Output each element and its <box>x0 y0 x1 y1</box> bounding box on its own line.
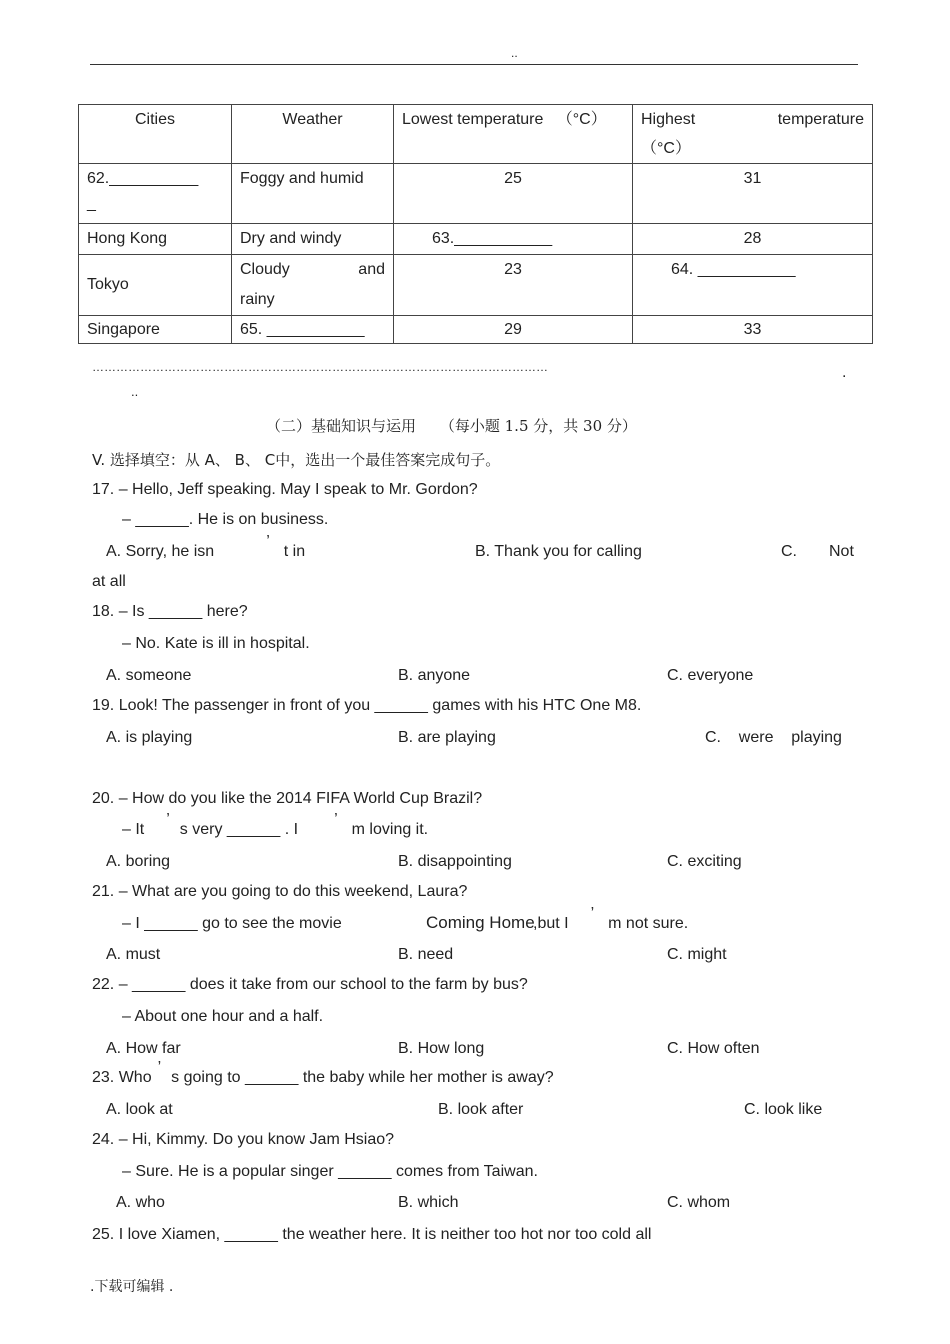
option-b: B. How long <box>398 1040 485 1057</box>
section-score: （每小题 1.5 分，共 30 分） <box>439 417 637 435</box>
apostrophe: ’ <box>166 811 170 828</box>
cell-city: Hong Kong <box>79 224 232 255</box>
option-a-tail: t in <box>283 543 306 560</box>
question-reply: – ______. He is on business. <box>122 511 329 528</box>
option-b: B. are playing <box>398 729 496 746</box>
reply-part: – It <box>122 821 145 838</box>
apostrophe: ’ <box>590 905 595 922</box>
cell-lowest: 63.___________ <box>394 224 633 255</box>
apostrophe: ’ <box>157 1059 162 1076</box>
question-stem: 24. – Hi, Kimmy. Do you know Jam Hsiao? <box>92 1131 395 1148</box>
header-cities: Cities <box>79 105 232 164</box>
cell-highest: 33 <box>633 316 873 344</box>
reply-part: ,but I <box>533 915 569 932</box>
question-stem: 25. I love Xiamen, ______ the weather here. It is neither too hot nor too cold all <box>92 1226 652 1243</box>
cell-city: Tokyo <box>79 255 232 316</box>
weather-word: Cloudy <box>240 261 290 278</box>
section-title <box>266 415 637 436</box>
cell-lowest: 25 <box>394 164 633 224</box>
table-row <box>79 164 873 224</box>
question-stem: 19. Look! The passenger in front of you ______ games with his HTC One M8. <box>92 697 642 714</box>
weather-line <box>240 255 385 285</box>
table-row <box>79 224 873 255</box>
cell-highest: 31 <box>633 164 873 224</box>
footer-note: .下载可编辑 . <box>90 1279 174 1295</box>
option-c-text: Not <box>829 543 854 560</box>
question-reply: – About one hour and a half. <box>122 1008 324 1025</box>
cell-lowest: 23 <box>394 255 633 316</box>
question-stem: 18. – Is ______ here? <box>92 603 248 620</box>
option-c: C. look like <box>744 1101 823 1118</box>
question-stem <box>92 1059 554 1087</box>
option-b: B. Thank you for calling <box>475 543 642 560</box>
table-header-row <box>79 105 873 164</box>
weather-table <box>78 104 873 344</box>
option-b: B. anyone <box>398 667 471 684</box>
cell-weather: Foggy and humid <box>232 164 394 224</box>
question-stem: 20. – How do you like the 2014 FIFA World Cup Brazil? <box>92 790 483 807</box>
reply-part: m not sure. <box>608 915 689 932</box>
stem-part: s going to ______ the baby while her mother is away? <box>171 1069 554 1086</box>
header-weather: Weather <box>232 105 394 164</box>
header-lowest-label: Lowest temperature <box>402 111 544 128</box>
header-highest-label: Highest <box>641 111 696 128</box>
option-c-cont: at all <box>92 573 126 590</box>
option-b: B. look after <box>438 1101 524 1118</box>
question-stem: 21. – What are you going to do this weekend, Laura? <box>92 883 468 900</box>
option-a: A. look at <box>106 1101 173 1118</box>
reply-part: m loving it. <box>351 821 429 838</box>
option-a: A. someone <box>106 667 192 684</box>
section-title-text: （二）基础知识与运用 <box>266 417 417 435</box>
header-highest-unit: （°C） <box>641 140 691 157</box>
cell-weather <box>232 255 394 316</box>
cell-highest: 28 <box>633 224 873 255</box>
movie-title: Coming Home <box>426 913 535 932</box>
divider-second-marker: .. <box>131 384 139 399</box>
divider-end-dot: . <box>842 364 847 381</box>
cell-weather: Dry and windy <box>232 224 394 255</box>
stem-part: 23. Who <box>92 1069 152 1086</box>
option-c: C. were playing <box>705 729 842 746</box>
option-a: A. How far <box>106 1040 181 1057</box>
cell-lowest: 29 <box>394 316 633 344</box>
header-highest <box>633 105 873 164</box>
weather-line: rainy <box>240 291 275 308</box>
option-b: B. disappointing <box>398 853 512 870</box>
cell-city <box>79 164 232 224</box>
option-c: C. whom <box>667 1194 731 1211</box>
option-c: C. might <box>667 946 727 963</box>
option-b: B. which <box>398 1194 459 1211</box>
question-reply: – I ______ go to see the movie <box>122 915 342 932</box>
cell-city: Singapore <box>79 316 232 344</box>
city-blank-cont: _ <box>87 195 96 212</box>
apostrophe: ’ <box>334 811 338 828</box>
option-c: C. exciting <box>667 853 742 870</box>
question-reply <box>122 811 429 839</box>
question-reply-cont <box>533 905 689 933</box>
option-a-text: A. Sorry, he isn <box>106 543 215 560</box>
option-a: A. must <box>106 946 161 963</box>
cell-weather: 65. ___________ <box>232 316 394 344</box>
table-row <box>79 255 873 316</box>
question-stem: 17. – Hello, Jeff speaking. May I speak to Mr. Gordon? <box>92 481 478 498</box>
dotted-divider: …………………………………………………………………………………………………… <box>92 360 548 374</box>
reply-part: s very ______ . I <box>179 821 299 838</box>
header-rule <box>90 64 858 65</box>
table-row <box>79 316 873 344</box>
option-a: A. boring <box>106 853 171 870</box>
apostrophe: ’ <box>266 533 270 550</box>
header-lowest <box>394 105 633 164</box>
option-c-label: C. <box>781 543 797 560</box>
city-blank: 62.__________ <box>87 170 199 187</box>
header-lowest-unit: （°C） <box>556 111 607 128</box>
option-a <box>106 533 306 561</box>
question-stem: 22. – ______ does it take from our school to the farm by bus? <box>92 976 528 993</box>
option-a: A. who <box>116 1194 165 1211</box>
header-marker: .. <box>511 46 518 60</box>
question-reply: – No. Kate is ill in hospital. <box>122 635 310 652</box>
section-instruction: V. 选择填空：从 A、 B、 C中，选出一个最佳答案完成句子。 <box>92 451 501 469</box>
header-temperature-label: temperature <box>777 111 864 128</box>
option-b: B. need <box>398 946 454 963</box>
header-highest-line <box>641 105 864 134</box>
question-reply: – Sure. He is a popular singer ______ comes from Taiwan. <box>122 1163 538 1180</box>
option-c: C. How often <box>667 1040 760 1057</box>
cell-highest: 64. ___________ <box>633 255 873 316</box>
option-a: A. is playing <box>106 729 193 746</box>
weather-word: and <box>358 261 385 278</box>
option-c: C. everyone <box>667 667 754 684</box>
